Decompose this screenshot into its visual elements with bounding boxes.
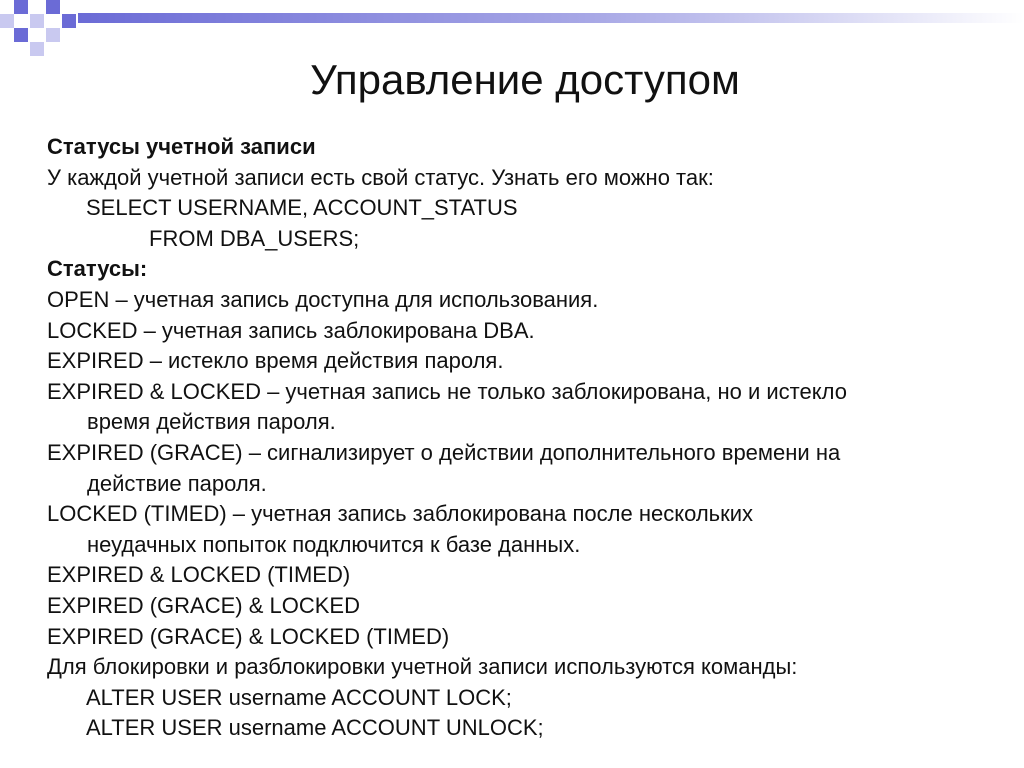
sql-select-line: SELECT USERNAME, ACCOUNT_STATUS [86,195,518,221]
deco-square [14,28,28,42]
deco-square [30,14,44,28]
status-expired-grace-locked: EXPIRED (GRACE) & LOCKED [47,592,360,618]
deco-square [0,14,14,28]
sql-from-line: FROM DBA_USERS; [149,225,360,251]
deco-square [14,0,28,14]
slide-title: Управление доступом [310,56,740,103]
deco-square [62,14,76,28]
statuses-heading: Статусы: [47,256,148,282]
status-expired: EXPIRED – истекло время действия пароля. [47,348,504,374]
status-locked-timed-cont: неудачных попыток подключится к базе данных. [87,531,581,557]
status-expired-locked-cont: время действия пароля. [87,409,336,435]
status-expired-grace-locked-timed: EXPIRED (GRACE) & LOCKED (TIMED) [47,623,450,649]
status-expired-grace: EXPIRED (GRACE) – сигнализирует о действии дополнительного времени на [47,439,841,465]
status-expired-grace-cont: действие пароля. [87,470,267,496]
status-locked-timed: LOCKED (TIMED) – учетная запись заблокирована после нескольких [47,501,754,527]
slide-body [47,132,1007,744]
decorative-header-bar [0,0,1024,60]
command-lock: ALTER USER username ACCOUNT LOCK; [86,684,512,710]
deco-square [46,28,60,42]
commands-intro: Для блокировки и разблокировки учетной записи используются команды: [47,654,798,680]
account-statuses-heading: Статусы учетной записи [47,134,316,159]
intro-text: У каждой учетной записи есть свой статус. Узнать его можно так: [47,164,714,190]
status-open: OPEN – учетная запись доступна для использования. [47,286,599,312]
header-gradient-bar [78,13,1024,23]
command-unlock: ALTER USER username ACCOUNT UNLOCK; [86,715,544,741]
status-expired-locked-timed: EXPIRED & LOCKED (TIMED) [47,562,351,588]
status-locked: LOCKED – учетная запись заблокирована DBA. [47,317,535,343]
status-expired-locked: EXPIRED & LOCKED – учетная запись не только заблокирована, но и истекло [47,378,847,404]
deco-square [46,0,60,14]
